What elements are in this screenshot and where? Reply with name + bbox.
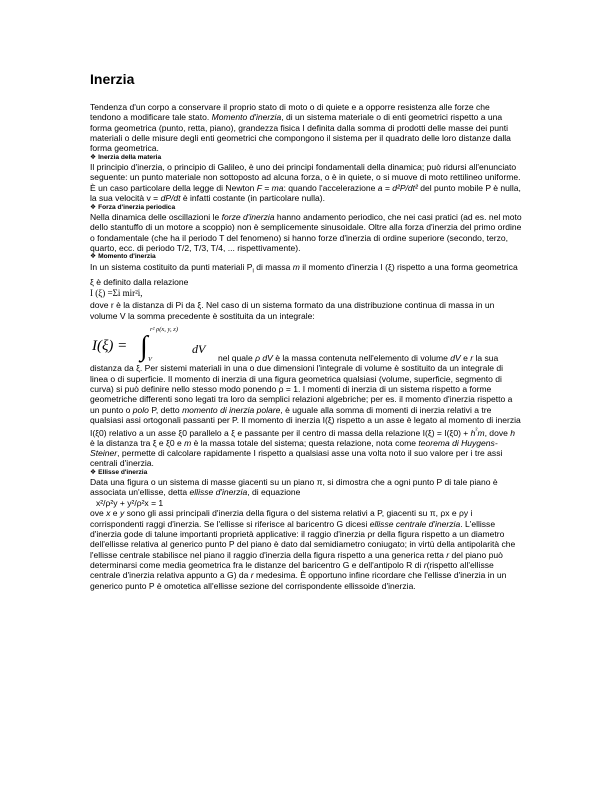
integral-sign: ∫	[140, 331, 148, 363]
intro-paragraph: Tendenza d'un corpo a conservare il proprio stato di moto o di quiete e a opporre resistenza alle forze che tendono a modificare tale stato. Momento d'inerzia, di un sistema materiale o di enti geometrici rispetto a una forma geometrica (punto, retta, piano), grandezza fisica I definita dalla somma di prodotti delle masse dei punti materiali o delle misure degli enti geometrici che compongono il sistema per il quadrato delle loro distanze dalla forma geometrica.	[90, 102, 511, 154]
section-heading-forza-inerzia: ❖ Forza d'inerzia periodica	[90, 203, 176, 211]
integral-lhs: I(ξ) =	[92, 338, 128, 355]
integral-lower: V	[148, 356, 152, 364]
paragraph-inerzia-materia: Il principio d'inerzia, o principio di Galileo, è uno dei principi fondamentali della dinamica; può ridursi all'enunciato seguente: un punto materiale non sottoposto ad alcuna forza, o è in quiete, o si muove di moto rettilineo uniforme. È un caso particolare della legge di Newton F = ma: quando l'accelerazione a = d²P/dt² del punto mobile P è nulla, la sua velocità v = dP/dt è infatti costante (in particolare nulla).	[90, 162, 521, 204]
section-heading-momento-inerzia: ❖ Momento d'inerzia	[90, 253, 156, 261]
ellipse-equation: x²/ρ²y + y²/ρ²x = 1	[96, 497, 164, 508]
paragraph-momento-2: dove r è la distanza di Pi da ξ. Nel caso di un sistema formato da una distribuzione continua di massa in un volume V la somma precedente è sostituita da un integrale:	[90, 300, 495, 321]
sum-formula: I (ξ) =Σi mir²i,	[90, 288, 143, 299]
section-heading-inerzia-materia: ❖ Inerzia della materia	[90, 153, 162, 161]
integral-formula	[90, 323, 212, 363]
page-title: Inerzia	[90, 71, 135, 87]
section-heading-ellisse-inerzia: ❖ Ellisse d'inerzia	[90, 468, 148, 476]
paragraph-momento-1: In un sistema costituito da punti materiali $P_i$ di massa m il momento d'inerzia I (ξ) rispetto a una forma geometrica ξ è definito dalla relazione	[90, 261, 518, 287]
document-body	[90, 70, 522, 591]
diamond-bullet-icon: ❖	[90, 153, 97, 161]
integral-upper: r² ρ(x, y, z)	[150, 326, 178, 334]
paragraph-ellisse-1: Data una figura o un sistema di masse giacenti su un piano π, si dimostra che a ogni punto P di tale piano è associata un'ellisse, detta ellisse d'inerzia, di equazione	[90, 477, 498, 498]
paragraph-forza-inerzia: Nella dinamica delle oscillazioni le forze d'inerzia hanno andamento periodico, che nei casi pratici (ad es. nel moto dello stantuffo di un motore a scoppio) non è semplicemente sinusoidale. Oltre alla forza d'inerzia del primo ordine o fondamentale (che ha il periodo T del fenomeno) si hanno forze d'inerzia di ordine superiore (secondo, terzo, quarto, ecc. di periodo T/2, T/3, T/4, ... rispettivamente).	[90, 211, 522, 253]
diamond-bullet-icon: ❖	[90, 203, 97, 211]
paragraph-momento-3: nel quale ρ dV è la massa contenuta nell'elemento di volume dV e r la sua distanza da ξ. Per sistemi materiali in una o due dimensioni l'integrale di volume è sostituito da un integrale di linea o di superficie. Il momento di inerzia di una figura geometrica qualsiasi (volume, superficie, segmento di curva) si può definire nello stesso modo ponendo ρ = 1. I momenti di inerzia di un sistema rispetto a forme geometriche differenti sono legati tra loro da semplici relazioni algebriche; per es. il momento d'inerzia rispetto a un punto o polo P, detto momento di inerzia polare, è uguale alla somma di momenti di inerzia relativi a tre qualsiasi assi ortogonali passanti per P. Il momento di inerzia I(ξ) rispetto a un asse è legato al momento di inerzia I(ξ0) relativo a un asse ξ0 parallelo a ξ e passante per il centro di massa della relazione $I(\xi) = I(\xi 0) + h^{^2}m$, dove h è la distanza tra ξ e ξ0 e m è la massa totale del sistema; questa relazione, nota come teorema di Huygens-Steiner, permette di calcolare rapidamente I rispetto a qualsiasi asse una volta noto il suo valore per i tre assi centrali d'inerzia.	[90, 353, 521, 469]
paragraph-ellisse-2: ove x e y sono gli assi principali d'inerzia della figura o del sistema relativi a P, giacenti su π, ρx e ρy i corrispondenti raggi d'inerzia. Se l'ellisse si riferisce al baricentro G dicesi ellisse centrale d'inerzia. L'ellisse d'inerzia gode di talune importanti proprietà applicative: il raggio d'inerzia ρr della figura rispetto a un diametro dell'ellisse relativa al generico punto P del piano è dato dal semidiametro coniugato; in virtù della antipolarità che l'ellisse centrale stabilisce nel piano il raggio d'inerzia della figura rispetto a una generica retta r del piano può determinarsi come media geometrica fra le distanze del baricentro G e dell'antipolo R di r(rispetto all'ellisse centrale d'inerzia relativa appunto a G) da r medesima. È opportuno infine ricordare che l'ellisse d'inerzia in un generico punto P è omotetica all'ellisse sezione del corrispondente ellissoide d'inerzia.	[90, 508, 516, 591]
diamond-bullet-icon: ❖	[90, 468, 97, 476]
diamond-bullet-icon: ❖	[90, 253, 97, 261]
integral-integrand: dV	[192, 342, 206, 357]
